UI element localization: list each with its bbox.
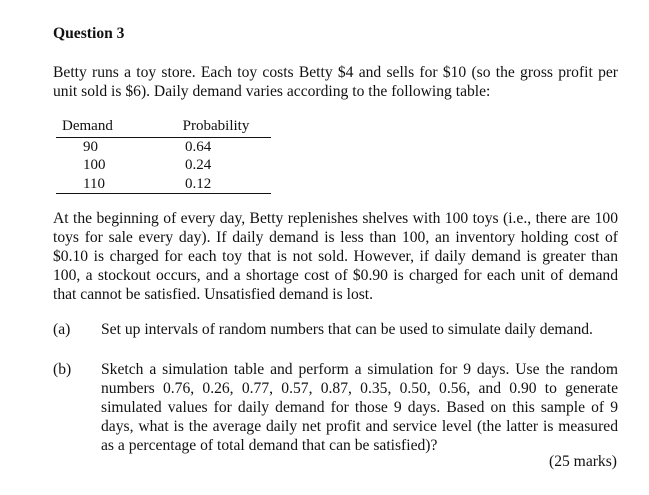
part-a-text: Set up intervals of random numbers that can be used to simulate daily demand.: [101, 321, 593, 338]
probability-cell: 0.24: [185, 157, 212, 173]
probability-cell: 0.64: [185, 138, 212, 155]
header-demand: Demand: [56, 117, 161, 137]
replenishment-paragraph: At the beginning of every day, Betty replenishes shelves with 100 toys (i.e., there are 100 toys for sale every day). If daily demand is less than 100, an inventory holding cost of $0.10 is charged for each toy that is not sold. However, if daily demand is greater than 100, a stockout occurs, and a shortage cost of $0.90 is charged for each unit of demand that cannot be satisfied. Unsatisfied demand is lost.: [53, 210, 618, 303]
table-row: [56, 156, 271, 175]
part-b-text: Sketch a simulation table and perform a simulation for 9 days. Use the random numbers 0.76, 0.26, 0.77, 0.57, 0.87, 0.35, 0.50, 0.56, and 0.90 to generate simulated values for daily demand for those 9 days. Based on this sample of 9 days, what is the average daily net profit and service level (the latter is measured as a percentage of total demand that can be satisfied)?: [101, 361, 618, 454]
demand-cell: 100: [83, 157, 106, 173]
question-title: Question 3: [53, 25, 125, 42]
header-probability: Probability: [161, 117, 271, 137]
part-a: [53, 320, 618, 339]
demand-cell: 90: [83, 138, 98, 155]
demand-cell: 110: [56, 175, 161, 194]
probability-cell: 0.12: [161, 175, 271, 194]
table-row: [56, 137, 271, 156]
demand-probability-table: [56, 117, 271, 194]
intro-paragraph: Betty runs a toy store. Each toy costs Betty $4 and sells for $10 (so the gross profit per unit sold is $6). Daily demand varies according to the following table:: [53, 64, 618, 100]
marks-label: (25 marks): [549, 453, 617, 470]
part-b: [53, 360, 618, 455]
part-a-label: (a): [53, 321, 71, 338]
table-header-row: [56, 117, 271, 137]
part-b-label: (b): [53, 361, 72, 378]
table-row: [56, 175, 271, 194]
